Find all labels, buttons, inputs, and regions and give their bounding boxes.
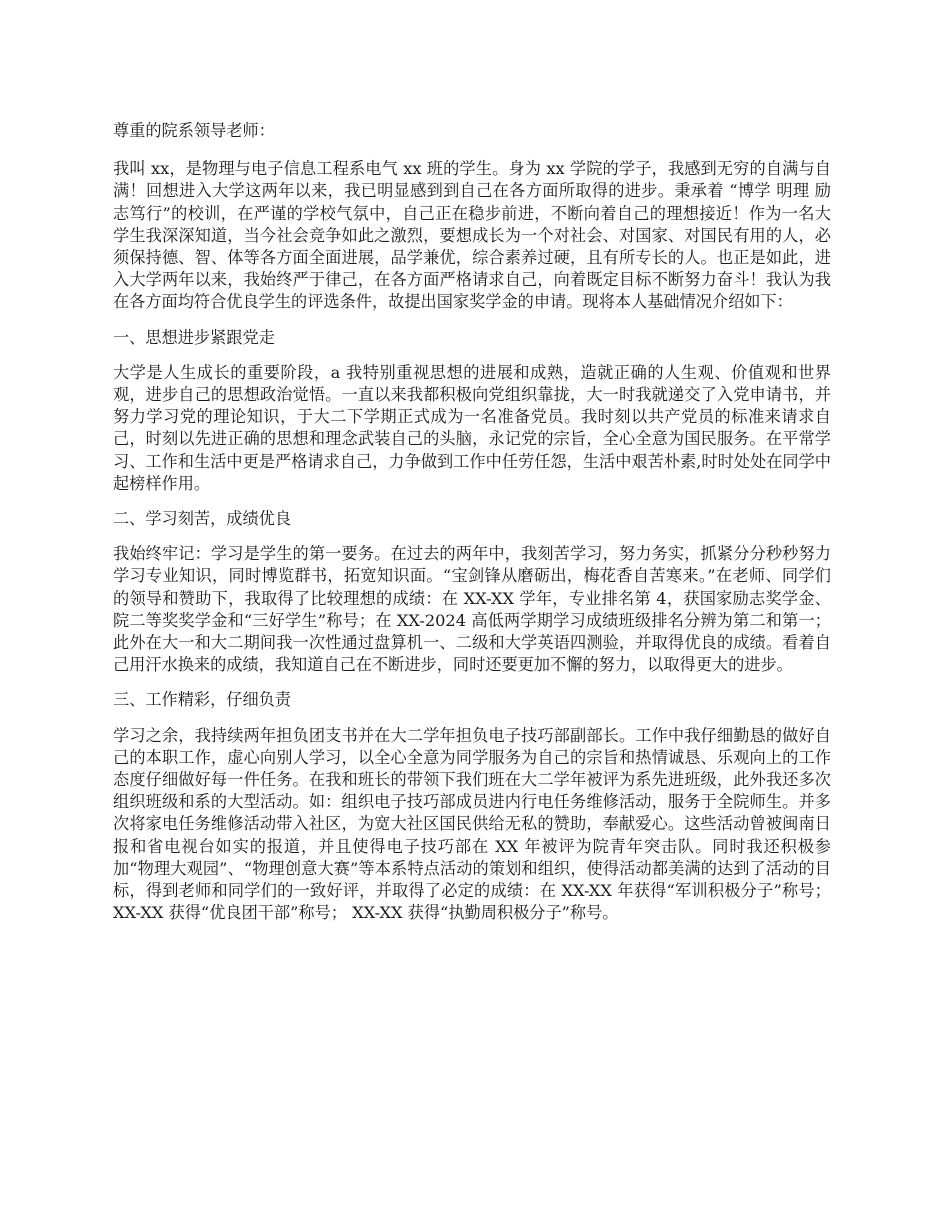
section-heading-study: 二、学习刻苦，成绩优良: [113, 509, 292, 529]
section-heading-thought: 一、思想进步紧跟党走: [113, 327, 275, 347]
salutation: 尊重的院系领导老师：: [113, 121, 275, 140]
section-heading-work: 三、工作精彩，仔细负责: [113, 690, 292, 710]
section-body-work: 学习之余，我持续两年担负团支书并在大二学年担负电子技巧部副部长。工作中我仔细勤恳的做好自己的本职工作，虚心向别人学习，以全心全意为同学服务为自己的宗旨和热情诚恳、乐观向上的工作态度仔细做好每一件任务。在我和班长的带领下我们班在大二学年被评为系先进班级，此外我还多次组织班级和系的大型活动。如：组织电子技巧部成员进内行电任务维修活动，服务于全院师生。并多次将家电任务维修活动带入社区，为宽大社区国民供给无私的赞助，奉献爱心。这些活动曾被闽南日报和省电视台如实的报道，并且使得电子技巧部在 XX 年被评为院青年突击队。同时我还积极参加“物理大观园”、“物理创意大赛”等本系特点活动的策划和组织，使得活动都美满的达到了活动的目标，得到老师和同学们的一致好评，并取得了必定的成绩：在 XX-XX 年获得“军训积极分子”称号；XX-XX 获得“优良团干部”称号； XX-XX 获得“执勤周积极分子”称号。: [113, 725, 831, 923]
document-page: [113, 120, 831, 938]
section-body-thought: 大学是人生成长的重要阶段，a 我特别重视思想的进展和成熟，造就正确的人生观、价值观和世界观，进步自己的思想政治觉悟。一直以来我都积极向党组织靠拢，大一时我就递交了入党申请书，并努力学习党的理论知识，于大二下学期正式成为一名准备党员。我时刻以共产党员的标准来请求自己，时刻以先进正确的思想和理念武装自己的头脑，永记党的宗旨，全心全意为国民服务。在平常学习、工作和生活中更是严格请求自己，力争做到工作中任劳任怨，生活中艰苦朴素,时时处处在同学中起榜样作用。: [113, 362, 831, 493]
section-body-study: 我始终牢记：学习是学生的第一要务。在过去的两年中，我刻苦学习，努力务实，抓紧分分秒秒努力学习专业知识，同时博览群书，拓宽知识面。“宝剑锋从磨砺出，梅花香自苦寒来。”在老师、同学们的领导和赞助下，我取得了比较理想的成绩：在 XX-XX 学年，专业排名第 4，获国家励志奖学金、院二等奖奖学金和“三好学生”称号；在 XX-2024 高低两学期学习成绩班级排名分辨为第二和第一；此外在大一和大二期间我一次性通过盘算机一、二级和大学英语四测验，并取得优良的成绩。看着自己用汗水换来的成绩，我知道自己在不断进步，同时还要更加不懈的努力，以取得更大的进步。: [113, 544, 831, 675]
intro-paragraph: 我叫 xx，是物理与电子信息工程系电气 xx 班的学生。身为 xx 学院的学子，我感到无穷的自满与自满！回想进入大学这两年以来，我已明显感到到自己在各方面所取得的进步。秉承着 “博学 明理 励志笃行”的校训，在严谨的学校气氛中，自己正在稳步前进，不断向着自己的理想接近！作为一名大学生我深深知道，当今社会竞争如此之激烈，要想成长为一个对社会、对国家、对国民有用的人，必须保持德、智、体等各方面全面进展，品学兼优，综合素养过硬，且有所专长的人。也正是如此，进入大学两年以来，我始终严于律己，在各方面严格请求自己，向着既定目标不断努力奋斗！我认为我在各方面均符合优良学生的评选条件，故提出国家奖学金的申请。现将本人基础情况介绍如下：: [113, 159, 831, 312]
